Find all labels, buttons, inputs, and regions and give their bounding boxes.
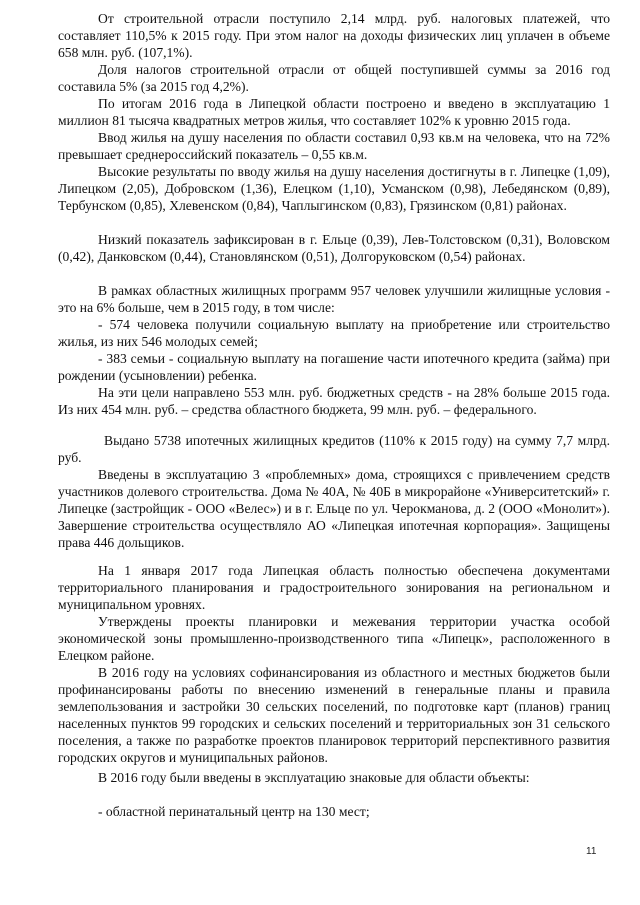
- page-number: 11: [586, 846, 597, 857]
- list-item-social-payment: - 574 человека получили социальную выплату на приобретение или строительство жилья, из них 546 молодых семей;: [58, 317, 610, 349]
- list-item-perinatal-center: - областной перинатальный центр на 130 мест;: [98, 804, 370, 819]
- paragraph-special-zone: Утверждены проекты планировки и межевания территории участка особой экономической зоны промышленно-производственного типа «Липецк», расположенного в Елецком районе.: [58, 614, 610, 663]
- paragraph-housing-per-capita: Ввод жилья на душу населения по области составил 0,93 кв.м на человека, что на 72% превышает среднероссийский показатель – 0,55 кв.м.: [58, 130, 610, 162]
- paragraph-mortgage-loans: Выдано 5738 ипотечных жилищных кредитов (110% к 2015 году) на сумму 7,7 млрд. руб.: [58, 433, 610, 465]
- paragraph-problem-houses: Введены в эксплуатацию 3 «проблемных» дома, строящихся с привлечением средств участников долевого строительства. Дома № 40А, № 40Б в микрорайоне «Университетский» г. Липецке (застройщик - ООО «Велес») и в г. Ельце по ул. Черокманова, д. 2 (ООО «Монолит»). Завершение строительства осуществляло АО «Липецкая ипотечная корпорация». Защищены права 446 дольщиков.: [58, 467, 610, 550]
- paragraph-high-results: Высокие результаты по вводу жилья на душу населения достигнуты в г. Липецке (1,09), Липецком (2,05), Добровском (1,36), Елецком (1,10), Усманском (0,98), Лебедянском (0,89), Тербунском (0,85), Хлевенском (0,84), Чаплыгинском (0,83), Грязинском (0,81) районах.: [58, 164, 610, 213]
- paragraph-landmark-objects: В 2016 году были введены в эксплуатацию знаковые для области объекты:: [98, 770, 530, 785]
- paragraph-housing-built: По итогам 2016 года в Липецкой области построено и введено в эксплуатацию 1 миллион 81 тысяча квадратных метров жилья, что составляет 102% к уровню 2015 года.: [58, 96, 610, 128]
- paragraph-housing-programs: В рамках областных жилищных программ 957 человек улучшили жилищные условия - это на 6% больше, чем в 2015 году, в том числе:: [58, 283, 610, 315]
- list-item-mortgage-payment: - 383 семьи - социальную выплату на погашение части ипотечного кредита (займа) при рождении (усыновлении) ребенка.: [58, 351, 610, 383]
- paragraph-tax-revenue: От строительной отрасли поступило 2,14 млрд. руб. налоговых платежей, что составляет 110,5% к 2015 году. При этом налог на доходы физических лиц уплачен в объеме 658 млн. руб. (107,1%).: [58, 11, 610, 60]
- paragraph-territorial-planning: На 1 января 2017 года Липецкая область полностью обеспечена документами территориального планирования и градостроительного зонирования на региональном и муниципальном уровнях.: [58, 563, 610, 612]
- paragraph-budget-funds: На эти цели направлено 553 млн. руб. бюджетных средств - на 28% больше 2015 года. Из них 454 млн. руб. – средства областного бюджета, 99 млн. руб. – федерального.: [58, 385, 610, 417]
- paragraph-tax-share: Доля налогов строительной отрасли от общей поступившей суммы за 2016 год составила 5% (за 2015 год 4,2%).: [58, 62, 610, 94]
- paragraph-low-results: Низкий показатель зафиксирован в г. Ельце (0,39), Лев-Толстовском (0,31), Воловском (0,42), Данковском (0,44), Становлянском (0,51), Долгоруковском (0,54) районах.: [58, 232, 610, 264]
- paragraph-cofinancing: В 2016 году на условиях софинансирования из областного и местных бюджетов были профинансированы работы по внесению изменений в генеральные планы и правила землепользования и застройки 30 сельских поселений, по подготовке карт (планов) границ населенных пунктов 99 городских и сельских поселений и территориальных зон 31 сельского поселения, а также по разработке проектов планировок территорий перспективного развития городских округов и муниципальных районов.: [58, 665, 610, 765]
